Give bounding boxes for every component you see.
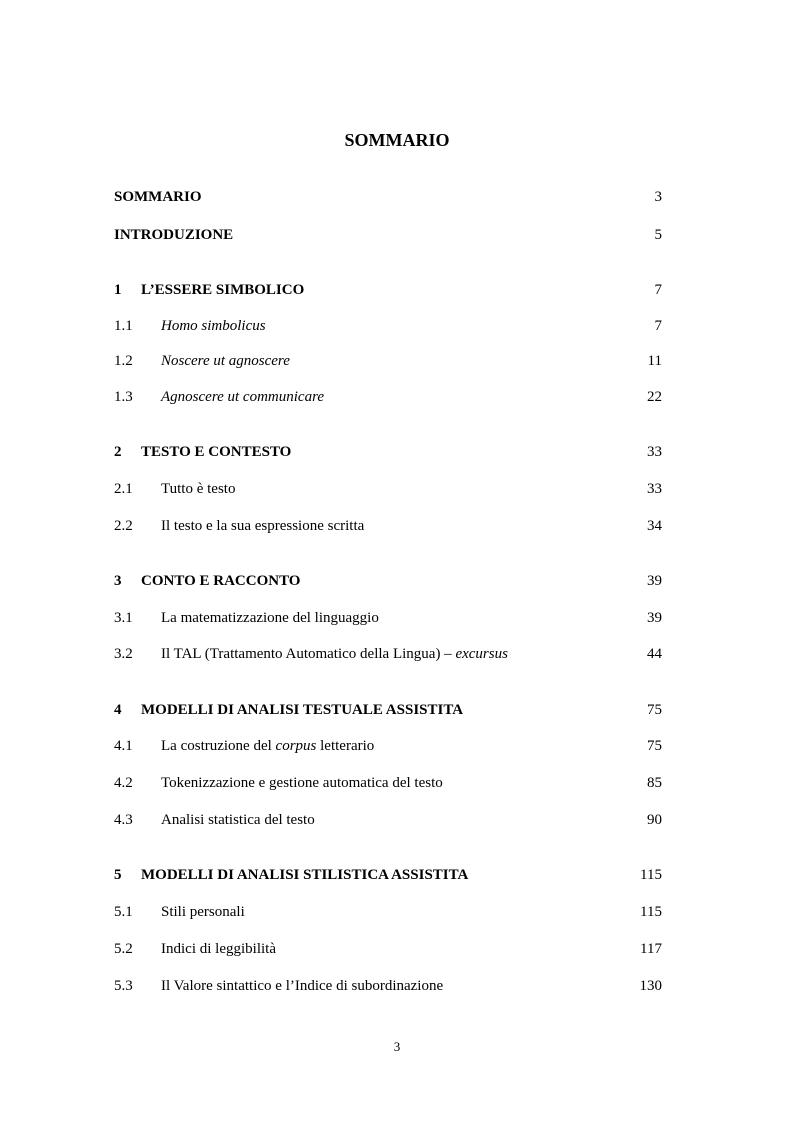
toc-title: INTRODUZIONE [114, 227, 234, 243]
toc-number: 3.2 [114, 646, 133, 662]
toc-chapter-2 [114, 441, 662, 463]
toc-title: MODELLI DI ANALISI STILISTICA ASSISTITA [141, 867, 469, 883]
toc-number: 4.3 [114, 812, 133, 828]
toc-title: Noscere ut agnoscere [161, 353, 290, 369]
toc-section-5-1 [114, 901, 662, 923]
toc-title: Indici di leggibilità [161, 941, 276, 957]
toc-section-2-1 [114, 478, 662, 500]
toc-section-1-2 [114, 350, 662, 372]
toc-title: CONTO E RACCONTO [141, 573, 301, 589]
toc-chapter-4 [114, 699, 662, 721]
toc-title: Homo simbolicus [161, 318, 266, 334]
toc-number: 1.1 [114, 318, 133, 334]
toc-title: Il Valore sintattico e l’Indice di subordinazione [161, 978, 444, 994]
toc-page: 3 [654, 189, 662, 205]
toc-title: Il testo e la sua espressione scritta [161, 518, 365, 534]
toc-page: 75 [647, 738, 662, 754]
page-number: 3 [393, 1039, 401, 1054]
toc-page: 115 [640, 904, 662, 920]
toc-page: 11 [647, 353, 662, 369]
toc-title-italic: corpus [275, 738, 317, 754]
toc-page: 39 [647, 573, 662, 589]
toc-page: 85 [647, 775, 662, 791]
toc-page: 34 [647, 518, 662, 534]
toc-section-1-1 [114, 315, 662, 337]
toc-title: Agnoscere ut communicare [161, 389, 325, 405]
toc-title-pre: La costruzione del [161, 738, 276, 754]
toc-number: 5 [114, 867, 122, 883]
toc-title-italic: excursus [455, 646, 508, 662]
toc-section-1-3 [114, 386, 662, 408]
toc-number: 2.2 [114, 518, 133, 534]
toc-number: 1 [114, 282, 122, 298]
toc-section-5-2 [114, 938, 662, 960]
toc-title: TESTO E CONTESTO [141, 444, 292, 460]
toc-number: 5.2 [114, 941, 133, 957]
toc-number: 3.1 [114, 610, 133, 626]
toc-number: 5.1 [114, 904, 133, 920]
toc-title: La matematizzazione del linguaggio [161, 610, 379, 626]
toc-section-4-1 [114, 735, 662, 757]
toc-number: 4.1 [114, 738, 133, 754]
toc-title: Tutto è testo [161, 481, 236, 497]
page-title: SOMMARIO [344, 130, 450, 150]
toc-section-2-2 [114, 515, 662, 537]
toc-number: 1.2 [114, 353, 133, 369]
toc-page: 39 [647, 610, 662, 626]
toc-title: SOMMARIO [114, 189, 202, 205]
toc-page: 33 [647, 444, 662, 460]
toc-number: 2 [114, 444, 122, 460]
toc-page: 115 [640, 867, 662, 883]
toc-page: 5 [654, 227, 662, 243]
toc-section-3-2 [114, 643, 662, 665]
toc-title: MODELLI DI ANALISI TESTUALE ASSISTITA [141, 702, 464, 718]
toc-entry-introduzione [114, 224, 662, 246]
toc-page: 44 [647, 646, 662, 662]
toc-number: 3 [114, 573, 122, 589]
toc-title: Analisi statistica del testo [161, 812, 315, 828]
toc-page: 90 [647, 812, 662, 828]
toc-title [161, 735, 374, 757]
toc-number: 5.3 [114, 978, 133, 994]
toc-section-3-1 [114, 607, 662, 629]
toc-page: 7 [654, 282, 662, 298]
toc-number: 2.1 [114, 481, 133, 497]
toc-section-4-3 [114, 809, 662, 831]
toc-title-main: Il TAL (Trattamento Automatico della Lingua) – [161, 646, 456, 662]
toc-section-5-3 [114, 975, 662, 997]
toc-page: 7 [654, 318, 662, 334]
toc-chapter-5 [114, 864, 662, 886]
toc-page: 130 [639, 978, 662, 994]
toc-page: 33 [647, 481, 662, 497]
toc-number: 4 [114, 702, 122, 718]
toc-page: 22 [647, 389, 662, 405]
toc-number: 4.2 [114, 775, 133, 791]
toc-number: 1.3 [114, 389, 133, 405]
toc-chapter-1 [114, 279, 662, 301]
toc-title: Tokenizzazione e gestione automatica del testo [161, 775, 443, 791]
toc-title [161, 643, 508, 665]
toc-page: 117 [640, 941, 662, 957]
toc-chapter-3 [114, 570, 662, 592]
toc-entry-sommario [114, 186, 662, 208]
toc-title: Stili personali [161, 904, 245, 920]
toc-section-4-2 [114, 772, 662, 794]
toc-title-post: letterario [316, 738, 375, 754]
toc-page: 75 [647, 702, 662, 718]
toc-title: L’ESSERE SIMBOLICO [141, 282, 305, 298]
